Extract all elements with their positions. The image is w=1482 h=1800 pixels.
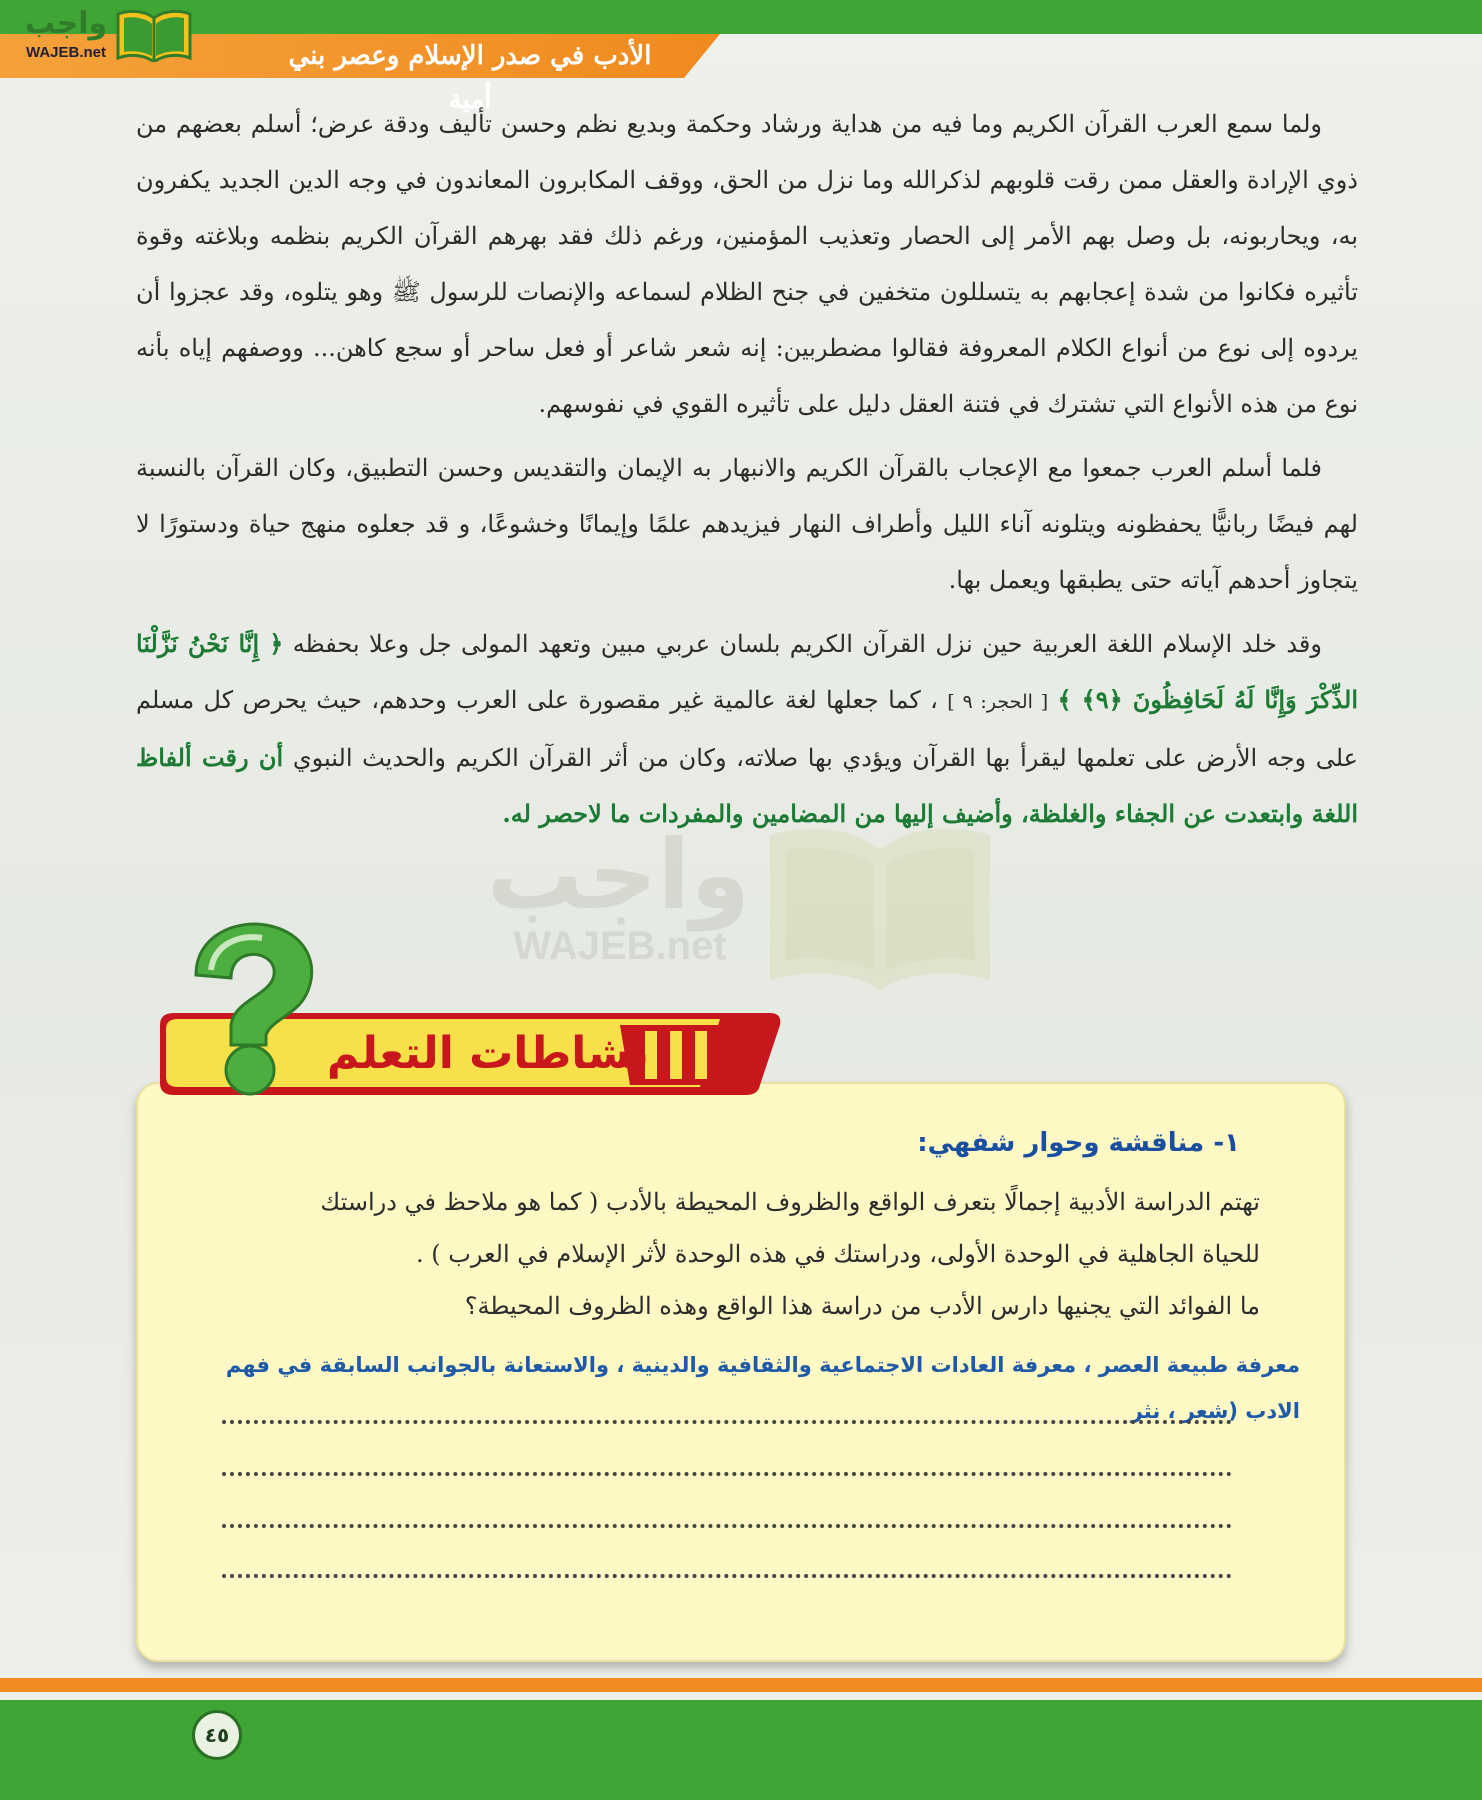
watermark-english: WAJEB.net: [513, 924, 727, 968]
paragraph-3-emphasis: أن رقت ألفاظ اللغة وابتعدت عن الجفاء والغلظة، وأضيف إليها من المضامين والمفردات ما لاحصر له.: [136, 743, 1358, 828]
paragraph-3: [136, 616, 1358, 842]
activity-question: [210, 1176, 1260, 1332]
activity-label: مناقشة وحوار شفهي:: [917, 1128, 1205, 1158]
watermark-book-icon: [765, 820, 995, 990]
verse-reference: [ الحجر: ٩ ]: [947, 691, 1049, 713]
watermark: [486, 819, 1010, 990]
paragraph-3-intro: وقد خلد الإسلام اللغة العربية حين نزل القرآن الكريم بلسان عربي مبين وتعهد المولى جل وعلا بحفظه: [292, 630, 1322, 658]
answer-dotted-line: [222, 1414, 1232, 1424]
logo-english-text: WAJEB.net: [25, 44, 106, 61]
activity-line-1: تهتم الدراسة الأدبية إجمالًا بتعرف الواقع والظروف المحيطة بالأدب ( كما هو ملاحظ في دراستك: [320, 1188, 1260, 1216]
open-book-icon: [116, 8, 192, 62]
activity-line-3: ما الفوائد التي يجنيها دارس الأدب من دراسة هذا الواقع وهذه الظروف المحيطة؟: [464, 1292, 1260, 1320]
activity-banner-title: نشاطات التعلم: [326, 1028, 650, 1079]
answer-dotted-line: [222, 1466, 1232, 1476]
main-text: [136, 96, 1358, 850]
answer-line-1: معرفة طبيعة العصر ، معرفة العادات الاجتماعية والثقافية والدينية ، والاستعانة بالجوانب السابقة في فهم: [225, 1353, 1300, 1377]
answer-line-2: الادب (شعر ، نثر: [1130, 1399, 1300, 1423]
paragraph-2: فلما أسلم العرب جمعوا مع الإعجاب بالقرآن الكريم والانبهار به الإيمان والتقديس وحسن التطبيق، وكان القرآن بالنسبة لهم فيضًا ربانيًّا يحفظونه ويتلونه آناء الليل وأطراف النهار فيزيدهم علمًا وإيمانًا وخشوعًا، و قد جعلوه منهج حياة ودستورًا لا يتجاوز أحدهم آياته حتى يطبقها ويعمل بها.: [136, 454, 1358, 594]
activity-line-2: للحياة الجاهلية في الوحدة الأولى، ودراستك في هذه الوحدة لأثر الإسلام في العرب ) .: [416, 1240, 1260, 1268]
page-number: ٤٥: [192, 1710, 242, 1760]
top-green-bar: [0, 0, 1482, 34]
logo-arabic-text: واجب: [24, 6, 108, 41]
question-mark-icon: [176, 920, 326, 1100]
watermark-arabic: واجب: [486, 819, 750, 931]
paragraph-1: ولما سمع العرب القرآن الكريم وما فيه من هداية ورشاد وحكمة وبديع نظم وحسن تأليف ودقة عرض؛ أسلم بعضهم من ذوي الإرادة والعقل ممن رقت قلوبهم لذكرالله وما نزل من الحق، ووقف المكابرون المعاندون في وجه الدين الجديد يكفرون به، ويحاربونه، بل وصل بهم الأمر إلى الحصار وتعذيب المؤمنين، ورغم ذلك فقد بهرهم القرآن الكريم بنظمه وبلاغته وقوة تأثيره فكانوا من شدة إعجابهم به يتسللون متخفين في جنح الظلام لسماعه والإنصات للرسول ﷺ وهو يتلوه، وقد عجزوا أن يردوه إلى نوع من أنواع الكلام المعروفة فقالوا مضطربين: إنه شعر شاعر أو فعل ساحر أو سجع كاهن... ووصفهم إياه بأنه نوع من هذه الأنواع التي تشترك في فتنة العقل دليل على تأثيره القوي في نفوسهم.: [136, 110, 1358, 418]
paragraph-3-body: ، كما جعلها لغة عالمية غير مقصورة على العرب وحدهم، حيث يحرص كل مسلم على وجه الأرض على تعلمها ليقرأ بها القرآن ويؤدي بها صلاته، وكان من أثر القرآن الكريم والحديث النبوي: [136, 686, 1359, 772]
chapter-title: الأدب في صدر الإسلام وعصر بني أمية: [288, 41, 652, 115]
footer-orange-bar: [0, 1678, 1482, 1692]
answer-dotted-line: [222, 1568, 1232, 1578]
quran-verse: ﴿ إِنَّا نَحْنُ نَزَّلْنَا الذِّكْرَ وَإِنَّا لَهُ لَحَافِظُونَ ﴿٩﴾ ﴾: [136, 629, 1358, 714]
activity-number: ١-: [1213, 1128, 1240, 1158]
answer-dotted-line: [222, 1518, 1232, 1528]
activity-heading: [400, 1128, 1240, 1158]
wajeb-logo[interactable]: [8, 6, 188, 66]
